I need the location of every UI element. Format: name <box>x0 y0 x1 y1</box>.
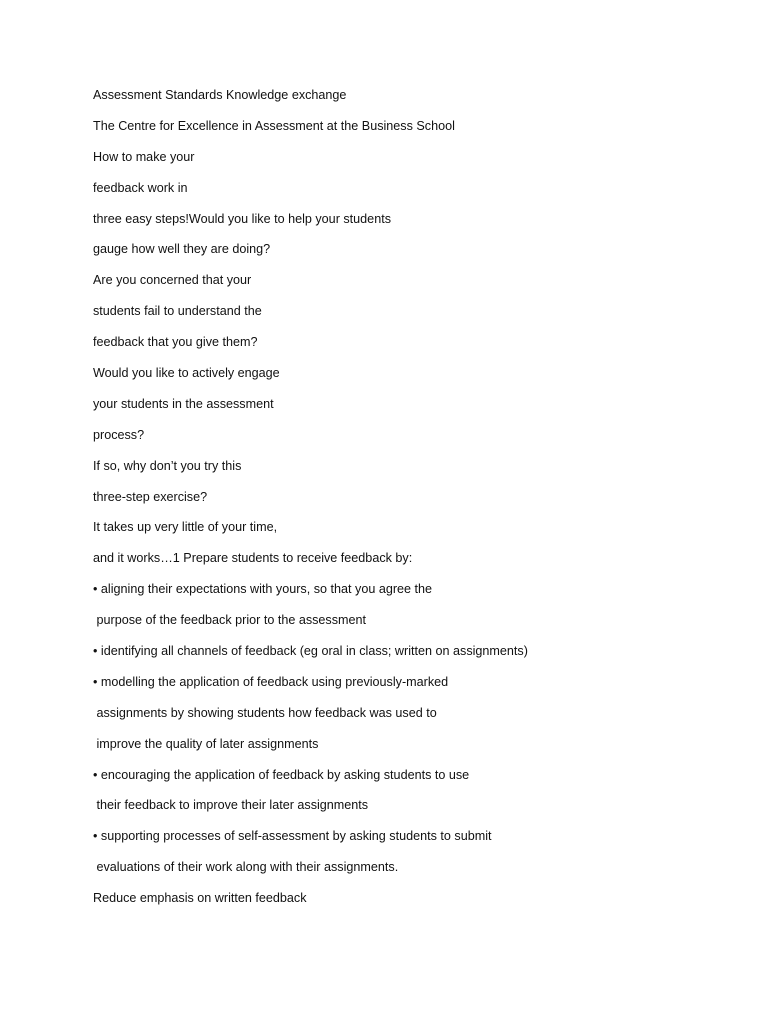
text-line: Would you like to actively engage <box>93 366 280 381</box>
text-line: If so, why don’t you try this <box>93 458 242 473</box>
text-line: students fail to understand the <box>93 304 262 319</box>
text-line: feedback work in <box>93 180 188 195</box>
text-line: Reduce emphasis on written feedback <box>93 891 307 906</box>
bullet-line: • aligning their expectations with yours, so that you agree the <box>93 582 433 597</box>
text-line: your students in the assessment <box>93 396 274 411</box>
bullet-continuation-line: improve the quality of later assignments <box>93 736 319 751</box>
text-line: three easy steps!Would you like to help your students <box>93 211 391 226</box>
bullet-continuation-line: evaluations of their work along with their assignments. <box>93 860 399 875</box>
bullet-continuation-line: purpose of the feedback prior to the assessment <box>93 613 367 628</box>
text-line: process? <box>93 427 145 442</box>
text-line: It takes up very little of your time, <box>93 520 278 535</box>
bullet-line: • modelling the application of feedback using previously-marked <box>93 674 449 689</box>
bullet-continuation-line: their feedback to improve their later assignments <box>93 798 369 813</box>
text-line: Are you concerned that your <box>93 273 252 288</box>
text-line: gauge how well they are doing? <box>93 242 271 257</box>
text-line: feedback that you give them? <box>93 335 258 350</box>
document-text <box>93 86 733 920</box>
header-line: Assessment Standards Knowledge exchange <box>93 88 347 102</box>
bullet-line: • supporting processes of self-assessment by asking students to submit <box>93 829 492 844</box>
bullet-line: • identifying all channels of feedback (eg oral in class; written on assignments) <box>93 644 528 659</box>
text-line: How to make your <box>93 149 195 164</box>
text-line: three-step exercise? <box>93 489 208 504</box>
subheader-line: The Centre for Excellence in Assessment at the Business School <box>93 118 455 133</box>
bullet-continuation-line: assignments by showing students how feedback was used to <box>93 705 437 720</box>
text-line: and it works…1 Prepare students to receive feedback by: <box>93 551 413 566</box>
bullet-line: • encouraging the application of feedback by asking students to use <box>93 767 470 782</box>
